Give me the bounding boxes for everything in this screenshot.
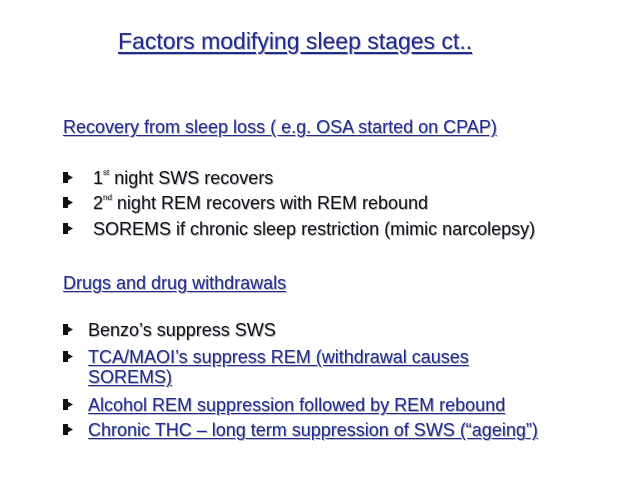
square-bullet-icon bbox=[63, 399, 73, 410]
square-bullet-icon bbox=[63, 197, 73, 208]
list-item-text-line1: TCA/MAOI’s suppress REM (withdrawal causes bbox=[88, 347, 469, 367]
list-item-text bbox=[93, 193, 428, 213]
slide-title: Factors modifying sleep stages ct.. bbox=[118, 28, 473, 54]
list-item-text: Benzo’s suppress SWS bbox=[88, 320, 276, 340]
ordinal-suffix: st bbox=[103, 168, 110, 177]
square-bullet-icon bbox=[63, 324, 73, 335]
list-item-text-line2: SOREMS) bbox=[88, 367, 173, 387]
ordinal-suffix: nd bbox=[103, 193, 112, 202]
square-bullet-icon bbox=[63, 172, 73, 183]
ordinal-number: 1 bbox=[93, 168, 104, 188]
section-heading-drugs: Drugs and drug withdrawals bbox=[63, 273, 287, 293]
list-item-text: Alcohol REM suppression followed by REM rebound bbox=[88, 395, 506, 415]
square-bullet-icon bbox=[63, 424, 73, 435]
ordinal-number: 2 bbox=[93, 193, 104, 213]
list-item-text: SOREMS if chronic sleep restriction (mimic narcolepsy) bbox=[93, 219, 536, 239]
square-bullet-icon bbox=[63, 351, 73, 362]
list-item-rest: night REM recovers with REM rebound bbox=[111, 193, 429, 213]
square-bullet-icon bbox=[63, 223, 73, 234]
section-heading-recovery: Recovery from sleep loss ( e.g. OSA started on CPAP) bbox=[63, 117, 497, 137]
list-item-text bbox=[93, 168, 273, 188]
list-item-text: Chronic THC – long term suppression of SWS (“ageing”) bbox=[88, 420, 538, 440]
list-item-rest: night SWS recovers bbox=[109, 168, 274, 188]
